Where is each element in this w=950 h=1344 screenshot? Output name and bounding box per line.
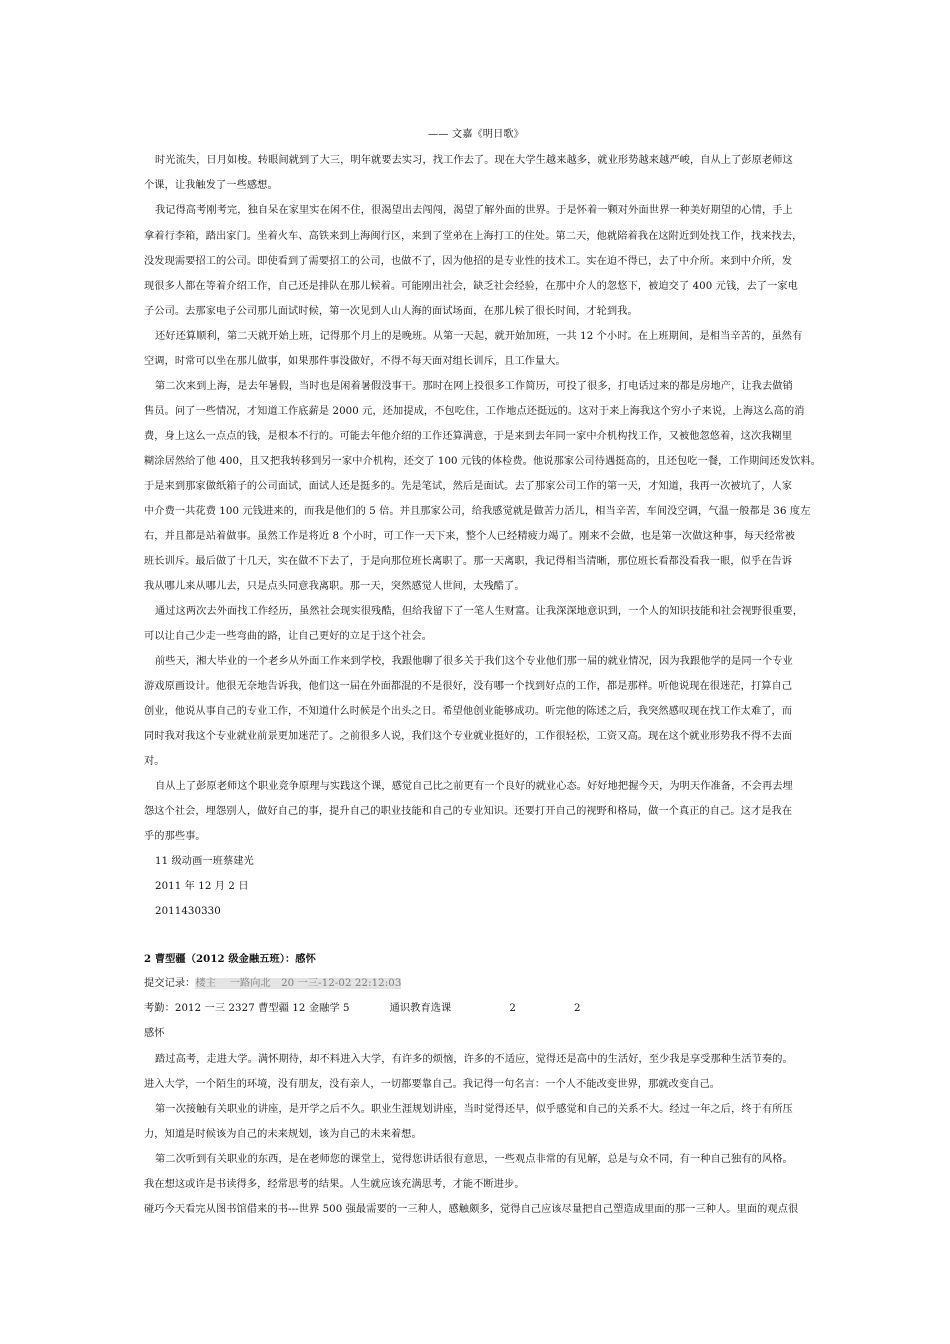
essay2-line: 力，知道是时候该为自己的未来规划，该为自己的未来着想。 <box>144 1129 422 1140</box>
essay-line: 怨这个社会，埋怨别人，做好自己的事，提升自己的职业技能和自己的专业知识。还要打开自己的视野和格局，做一个真正的自己。这才是我在 <box>144 806 793 817</box>
essay2-line: 碰巧今天看完从图书馆借来的书---世界 500 强最需要的一三种人，感触颇多，觉得自己应该尽量把自己塑造成里面的那一三种人。里面的观点很 <box>144 1204 799 1215</box>
essay2-line: 第一次接触有关职业的讲座，是开学之后不久。职业生涯规划讲座，当时觉得还早，似乎感觉和自己的关系不大。经过一年之后，终于有所压 <box>155 1104 793 1115</box>
essay-line: 中介费一共花费 100 元钱进来的，而我是他们的 5 倍。并且那家公司，给我感觉就是做苦力活儿，相当辛苦，车间没空调，气温一般都是 36 度左 <box>144 506 811 517</box>
signature-student-id: 2011430330 <box>155 906 221 917</box>
essay-line: 还好还算顺利，第二天就开始上班，记得那个月上的是晚班。从第一天起，就开始加班，一共 12 个小时。在上班期间，是相当辛苦的，虽然有 <box>155 331 803 342</box>
submit-record-label: 提交记录： <box>144 978 196 989</box>
essay2-line: 踏过高考，走进大学。满怀期待，却不料进入大学，有许多的烦恼，许多的不适应，觉得还是高中的生活好，至少我是享受那种生活节奏的。 <box>155 1054 793 1065</box>
attendance-course: 通识教育选课 <box>389 1003 452 1014</box>
essay-line: 我从哪儿来从哪儿去，只是点头同意我离职。那一天，突然感觉人世间，太残酷了。 <box>144 581 525 592</box>
essay-line: 费，身上这么一点点的钱，是根本不行的。可能去年他介绍的工作还算满意，于是来到去年同一家中介机构找工作，又被他忽悠着，这次我糊里 <box>144 431 793 442</box>
essay-line: 第二次来到上海，是去年暑假，当时也是闲着暑假没事干。那时在网上投很多工作简历，可投了很多，打电话过来的都是房地产，让我去做销 <box>155 381 793 392</box>
signature-class: 11 级动画一班蔡建光 <box>155 856 254 867</box>
essay2-title: 感怀 <box>144 1028 165 1039</box>
essay-line: 时光流失，日月如梭。转眼间就到了大三，明年就要去实习，找工作去了。现在大学生越来越多，就业形势越来越严峻，自从上了彭原老师这 <box>155 155 793 166</box>
essay-line: 右，并且都是站着做事。虽然工作是将近 8 个小时，可工作一天下来，整个人已经精疲力竭了。刚来不会做，也是第一次做这种事，每天经常被 <box>144 531 796 542</box>
essay-line: 游戏原画设计。他很无奈地告诉我，他们这一届在外面都混的不是很好，没有哪一个找到好点的工作，都是那样。听他说现在很迷茫，打算自己 <box>144 681 793 692</box>
essay-line: 前些天，湘大毕业的一个老乡从外面工作来到学校，我跟他聊了很多关于我们这个专业他们那一届的就业情况，因为我跟他学的是同一个专业 <box>155 656 793 667</box>
essay-line: 创业，他说从事自己的专业工作，不知道什么时候是个出头之日。希望他创业能够成功。听完他的陈述之后，我突然感叹现在找工作太难了，而 <box>144 706 793 717</box>
essay2-line: 我在想这或许是书读得多，经常思考的结果。人生就应该充满思考，才能不断进步。 <box>144 1179 525 1190</box>
section-heading: 2 曹型疆（2012 级金融五班）：感怀 <box>144 953 316 965</box>
signature-date: 2011 年 12 月 2 日 <box>155 881 249 892</box>
submit-record-row <box>144 977 401 991</box>
essay-line: 通过这两次去外面找工作经历，虽然社会现实很残酷，但给我留下了一笔人生财富。让我深深地意识到，一个人的知识技能和社会视野很重要， <box>155 606 804 617</box>
essay-line: 同时我对我这个专业就业前景更加迷茫了。之前很多人说，我们这个专业就业挺好的，工作很轻松，工资又高。现在这个就业形势我不得不去面 <box>144 731 793 742</box>
essay-line: 对。 <box>144 756 165 767</box>
essay-line: 糊涂居然给了他 400，且又把我转移到另一家中介机构，还交了 100 元钱的体检费。他说那家公司待遇挺高的，且还包吃一餐，工作期间还发饮料。 <box>144 456 822 467</box>
essay-line: 我记得高考刚考完，独自呆在家里实在闲不住，很渴望出去闯闯，渴望了解外面的世界。于是怀着一颗对外面世界一种美好期望的心情，手上 <box>155 205 793 216</box>
essay-line: 于是来到那家做纸箱子的公司面试，面试人还是挺多的。先是笔试，然后是面试。去了那家公司工作的第一天，才知道，我再一次被坑了，人家 <box>144 481 793 492</box>
essay-line: 乎的那些事。 <box>144 831 206 842</box>
attendance-info: 2012 一三 2327 曹型疆 12 金融学 5 <box>174 1003 350 1014</box>
essay-line: 拿着行李箱，踏出家门。坐着火车、高铁来到上海闽行区，来到了堂弟在上海打工的住处。第二天，他就陪着我在这附近到处找工作，找来找去， <box>144 231 803 242</box>
essay-line: 没发现需要招工的公司。即使看到了需要招工的公司，也做不了，因为他招的是专业性的技术工。实在迫不得已，去了中介所。来到中介所，发 <box>144 256 793 267</box>
essay-line: 售员。问了一些情况，才知道工作底薪是 2000 元，还加提成，不包吃住，工作地点还挺远的。这对于来上海我这个穷小子来说，上海这么高的消 <box>144 406 805 417</box>
attendance-count-a: 2 <box>509 1003 516 1014</box>
essay2-line: 第二次听到有关职业的东西，是在老师您的课堂上，觉得您讲话很有意思，一些观点非常的有见解，总是与众不同，有一种自己独有的风格。 <box>155 1154 793 1165</box>
epigraph-quote: —— 文嘉《明日歌》 <box>428 129 524 140</box>
essay2-line: 进入大学，一个陌生的环境，没有朋友，没有亲人，一切都要靠自己。我记得一句名言：一个人不能改变世界，那就改变自己。 <box>144 1079 721 1090</box>
attendance-label: 考勤： <box>144 1003 175 1014</box>
attendance-row <box>144 1002 581 1016</box>
essay-line: 可以让自己少走一些弯曲的路，让自己更好的立足于这个社会。 <box>144 631 433 642</box>
attendance-count-b: 2 <box>573 1003 581 1014</box>
essay-line: 自从上了彭原老师这个职业竞争原理与实践这个课，感觉自己比之前更有一个良好的就业心态。好好地把握今天，为明天作准备，不会再去埋 <box>155 781 793 792</box>
essay-line: 班长训斥。最后做了十几天，实在做不下去了，于是向那位班长离职了。那一天离职，我记得相当清晰，那位班长看都没看我一眼，似乎在告诉 <box>144 556 793 567</box>
essay-line: 子公司。去那家电子公司那儿面试时候，第一次见到人山人海的面试场面，在那儿候了很长时间，才轮到我。 <box>144 306 638 317</box>
essay-line: 现很多人都在等着介绍工作，自己还是排队在那儿候着。可能刚出社会，缺乏社会经验，在那中介人的忽悠下，被迫交了 400 元钱，去了一家电 <box>144 281 798 292</box>
essay-line: 个课，让我触发了一些感想。 <box>144 180 278 191</box>
essay-line: 空调，时常可以坐在那儿做事，如果那件事没做好，不得不每天面对组长训斥，且工作量大。 <box>144 356 566 367</box>
submit-record-link[interactable]: 楼主 一路向北 20 一三-12-02 22:12:03 <box>195 978 402 989</box>
